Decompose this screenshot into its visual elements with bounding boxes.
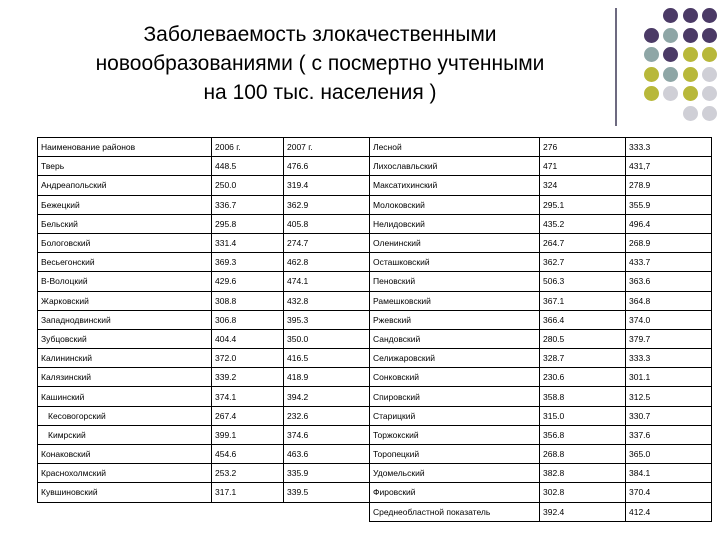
- value-2007-cell: 278.9: [626, 176, 712, 195]
- district-name-cell: Краснохолмский: [38, 464, 212, 483]
- district-name-cell: Максатихинский: [370, 176, 540, 195]
- value-2006-cell: 264.7: [540, 233, 626, 252]
- value-2006-cell: 372.0: [212, 349, 284, 368]
- table-row: [38, 138, 712, 157]
- district-name-cell: Кесовогорский: [38, 406, 212, 425]
- incidence-table: [37, 137, 712, 522]
- district-name-cell: Весьегонский: [38, 253, 212, 272]
- decorative-dot-grid: [624, 8, 720, 128]
- value-2006-cell: 230.6: [540, 368, 626, 387]
- district-name-cell: Жарковский: [38, 291, 212, 310]
- district-name-cell: Лесной: [370, 138, 540, 157]
- decorative-dot: [644, 86, 659, 101]
- value-2006-cell: 399.1: [212, 425, 284, 444]
- value-2007-cell: 333.3: [626, 349, 712, 368]
- district-name-cell: Бельский: [38, 214, 212, 233]
- district-name-cell: Сонковский: [370, 368, 540, 387]
- header-cell: Наименование районов: [38, 138, 212, 157]
- decorative-dot: [663, 67, 678, 82]
- value-2006-cell: 392.4: [540, 502, 626, 521]
- district-name-cell: Рамешковский: [370, 291, 540, 310]
- value-2007-cell: 330.7: [626, 406, 712, 425]
- decorative-dot: [663, 86, 678, 101]
- value-2007-cell: 363.6: [626, 272, 712, 291]
- district-name-cell: Западнодвинский: [38, 310, 212, 329]
- district-name-cell: Кашинский: [38, 387, 212, 406]
- district-name-cell: Кимрский: [38, 425, 212, 444]
- district-name-cell: Торжокский: [370, 425, 540, 444]
- value-2007-cell: 364.8: [626, 291, 712, 310]
- value-2006-cell: 367.1: [540, 291, 626, 310]
- district-name-cell: Торопецкий: [370, 445, 540, 464]
- decorative-dot: [663, 47, 678, 62]
- decorative-dot: [702, 106, 717, 121]
- district-name-cell: Спировский: [370, 387, 540, 406]
- table-row: [38, 291, 712, 310]
- value-2006-cell: 324: [540, 176, 626, 195]
- district-name-cell: Молоковский: [370, 195, 540, 214]
- decorative-dot: [683, 86, 698, 101]
- value-2006-cell: 506.3: [540, 272, 626, 291]
- district-name-cell: Лихославльский: [370, 157, 540, 176]
- district-name-cell: Бежецкий: [38, 195, 212, 214]
- value-2006-cell: 362.7: [540, 253, 626, 272]
- decorative-dot: [683, 8, 698, 23]
- value-2007-cell: 355.9: [626, 195, 712, 214]
- district-name-cell: Конаковский: [38, 445, 212, 464]
- value-2006-cell: 429.6: [212, 272, 284, 291]
- value-2007-cell: 476.6: [284, 157, 370, 176]
- value-2006-cell: 404.4: [212, 329, 284, 348]
- value-2007-cell: 405.8: [284, 214, 370, 233]
- decorative-dot: [702, 86, 717, 101]
- district-name-cell: Андреапольский: [38, 176, 212, 195]
- value-2007-cell: 374.0: [626, 310, 712, 329]
- value-2006-cell: [212, 502, 284, 521]
- value-2006-cell: 306.8: [212, 310, 284, 329]
- district-name-cell: Пеновский: [370, 272, 540, 291]
- value-2006-cell: 328.7: [540, 349, 626, 368]
- value-2007-cell: 333.3: [626, 138, 712, 157]
- table-row: [38, 445, 712, 464]
- value-2007-cell: 431,7: [626, 157, 712, 176]
- value-2006-cell: 295.1: [540, 195, 626, 214]
- value-2007-cell: 335.9: [284, 464, 370, 483]
- decorative-dot: [702, 28, 717, 43]
- decorative-dot: [644, 28, 659, 43]
- value-2006-cell: 356.8: [540, 425, 626, 444]
- table-row: [38, 157, 712, 176]
- decorative-dot: [663, 28, 678, 43]
- value-2007-cell: 379.7: [626, 329, 712, 348]
- value-2007-cell: 463.6: [284, 445, 370, 464]
- value-2007-cell: 274.7: [284, 233, 370, 252]
- value-2007-cell: [284, 502, 370, 521]
- value-2006-cell: 336.7: [212, 195, 284, 214]
- table-row: [38, 425, 712, 444]
- value-2006-cell: 268.8: [540, 445, 626, 464]
- table-row: [38, 253, 712, 272]
- value-2006-cell: 280.5: [540, 329, 626, 348]
- table-row: [38, 329, 712, 348]
- value-2006-cell: 454.6: [212, 445, 284, 464]
- district-name-cell: Тверь: [38, 157, 212, 176]
- value-2006-cell: 276: [540, 138, 626, 157]
- district-name-cell: Калининский: [38, 349, 212, 368]
- header-cell: 2007 г.: [284, 138, 370, 157]
- value-2006-cell: 448.5: [212, 157, 284, 176]
- district-name-cell: Нелидовский: [370, 214, 540, 233]
- table-row: [38, 233, 712, 252]
- page-title-line: новообразованиями ( с посмертно учтенными: [95, 52, 545, 75]
- value-2007-cell: 337.6: [626, 425, 712, 444]
- district-name-cell: Удомельский: [370, 464, 540, 483]
- value-2006-cell: 374.1: [212, 387, 284, 406]
- value-2007-cell: 432.8: [284, 291, 370, 310]
- district-name-cell: Селижаровский: [370, 349, 540, 368]
- table-row: [38, 214, 712, 233]
- value-2006-cell: 302.8: [540, 483, 626, 502]
- value-2007-cell: 462.8: [284, 253, 370, 272]
- district-name-cell: Осташковский: [370, 253, 540, 272]
- value-2007-cell: 395.3: [284, 310, 370, 329]
- district-name-cell: Калязинский: [38, 368, 212, 387]
- page-title-line: на 100 тыс. населения ): [203, 81, 437, 104]
- value-2006-cell: 366.4: [540, 310, 626, 329]
- district-name-cell: Сандовский: [370, 329, 540, 348]
- value-2006-cell: 331.4: [212, 233, 284, 252]
- district-name-cell: В-Волоцкий: [38, 272, 212, 291]
- district-name-cell: Кувшиновский: [38, 483, 212, 502]
- page-title: [50, 20, 590, 107]
- value-2007-cell: 301.1: [626, 368, 712, 387]
- value-2006-cell: 250.0: [212, 176, 284, 195]
- value-2006-cell: 295.8: [212, 214, 284, 233]
- value-2006-cell: 267.4: [212, 406, 284, 425]
- header-cell: 2006 г.: [212, 138, 284, 157]
- value-2007-cell: 365.0: [626, 445, 712, 464]
- table-row: [38, 406, 712, 425]
- table-row: [38, 272, 712, 291]
- value-2007-cell: 374.6: [284, 425, 370, 444]
- table-row: [38, 310, 712, 329]
- decorative-dot: [644, 67, 659, 82]
- value-2006-cell: 369.3: [212, 253, 284, 272]
- decorative-dot: [683, 106, 698, 121]
- value-2007-cell: 362.9: [284, 195, 370, 214]
- value-2007-cell: 384.1: [626, 464, 712, 483]
- title-divider-line: [615, 8, 617, 126]
- decorative-dot: [683, 47, 698, 62]
- value-2006-cell: 317.1: [212, 483, 284, 502]
- table-row: [38, 464, 712, 483]
- district-name-cell: Зубцовский: [38, 329, 212, 348]
- value-2007-cell: 312.5: [626, 387, 712, 406]
- district-name-cell: Фировский: [370, 483, 540, 502]
- value-2006-cell: 358.8: [540, 387, 626, 406]
- value-2006-cell: 435.2: [540, 214, 626, 233]
- district-name-cell: Ржевский: [370, 310, 540, 329]
- value-2007-cell: 412.4: [626, 502, 712, 521]
- value-2006-cell: 471: [540, 157, 626, 176]
- district-name-cell: Оленинский: [370, 233, 540, 252]
- value-2007-cell: 394.2: [284, 387, 370, 406]
- value-2006-cell: 339.2: [212, 368, 284, 387]
- value-2007-cell: 370.4: [626, 483, 712, 502]
- value-2007-cell: 474.1: [284, 272, 370, 291]
- table-row: [38, 483, 712, 502]
- decorative-dot: [683, 67, 698, 82]
- value-2007-cell: 350.0: [284, 329, 370, 348]
- table-row: [38, 502, 712, 521]
- value-2007-cell: 232.6: [284, 406, 370, 425]
- district-name-cell: Бологовский: [38, 233, 212, 252]
- district-name-cell: Среднеобластной показатель: [370, 502, 540, 521]
- decorative-dot: [663, 8, 678, 23]
- table-row: [38, 387, 712, 406]
- decorative-dot: [683, 28, 698, 43]
- decorative-dot: [702, 8, 717, 23]
- value-2007-cell: 418.9: [284, 368, 370, 387]
- decorative-dot: [702, 67, 717, 82]
- table-row: [38, 176, 712, 195]
- value-2006-cell: 308.8: [212, 291, 284, 310]
- decorative-dot: [702, 47, 717, 62]
- district-name-cell: Старицкий: [370, 406, 540, 425]
- value-2007-cell: 433.7: [626, 253, 712, 272]
- table-row: [38, 349, 712, 368]
- value-2006-cell: 382.8: [540, 464, 626, 483]
- district-name-cell: [38, 502, 212, 521]
- page-title-line: Заболеваемость злокачественными: [143, 23, 497, 46]
- value-2007-cell: 339.5: [284, 483, 370, 502]
- value-2006-cell: 315.0: [540, 406, 626, 425]
- value-2007-cell: 416.5: [284, 349, 370, 368]
- table-row: [38, 195, 712, 214]
- value-2007-cell: 319.4: [284, 176, 370, 195]
- table-row: [38, 368, 712, 387]
- value-2007-cell: 496.4: [626, 214, 712, 233]
- decorative-dot: [644, 47, 659, 62]
- value-2006-cell: 253.2: [212, 464, 284, 483]
- value-2007-cell: 268.9: [626, 233, 712, 252]
